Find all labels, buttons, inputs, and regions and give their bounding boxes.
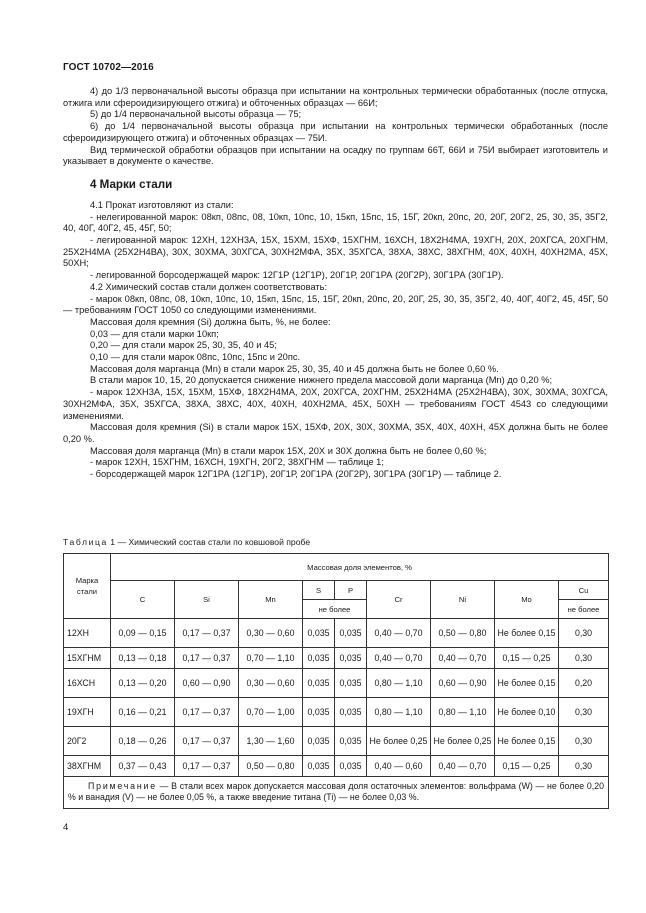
- cell-cr: 0,40 — 0,70: [367, 648, 431, 669]
- cell-mn: 0,30 — 0,60: [239, 619, 303, 648]
- cell-mo: Не более 0,10: [495, 698, 559, 727]
- cell-cu: 0,20: [559, 669, 609, 698]
- table-row: [64, 648, 609, 669]
- cell-grade: 12ХН: [64, 619, 111, 648]
- paragraph: Массовая доля кремния (Si) в стали марок 15Х, 15ХФ, 20Х, 30Х, 30ХМА, 35Х, 40Х, 40ХН, 45Х должна быть не более 0,20 %.: [63, 422, 608, 444]
- paragraph: - нелегированной марок: 08кп, 08пс, 08, 10кп, 10пс, 10, 15кп, 15пс, 15, 15Г, 20кп, 20пс, 20, 20Г, 20Г2, 25, 30, 35, 35Г2, 40, 40Г, 40Г2, 45, 45Г, 50;: [63, 211, 608, 234]
- cell-si: 0,17 — 0,37: [175, 698, 239, 727]
- table-row: [64, 727, 609, 756]
- cell-mo: Не более 0,15: [495, 727, 559, 756]
- page-number: 4: [63, 822, 69, 833]
- table-row: [64, 619, 609, 648]
- cell-mn: 0,70 — 1,00: [239, 698, 303, 727]
- cell-c: 0,18 — 0,26: [111, 727, 175, 756]
- paragraph: В стали марок 10, 15, 20 допускается снижение нижнего предела массовой доли марганца (Mn) до 0,20 %;: [90, 375, 553, 386]
- cell-ni: 0,40 — 0,70: [431, 756, 495, 777]
- cell-c: 0,13 — 0,20: [111, 669, 175, 698]
- header-sp-limit: не более: [303, 600, 367, 619]
- paragraph: - легированной марок: 12ХН, 12ХН3А, 15Х, 15ХМ, 15ХФ, 15ХГНМ, 16ХСН, 18Х2Н4МА, 19ХГН, 20Х, 20ХГСА, 20ХГНМ, 25Х2Н4МА (25Х2Н4ВА), 30Х, 30ХМА, 30ХГСА, 30ХН2МФА, 35Х, 35ХГСА, 38ХА, 38ХС, 38ХГНМ, 40Х, 40ХН, 40ХН2МА, 45Х, 50ХН;: [63, 235, 608, 269]
- cell-cu: 0,30: [559, 756, 609, 777]
- paragraph: Вид термической обработки образцов при испытании на осадку по группам 66Т, 66И и 75И выбирает изготовитель и указывает в документе о качестве.: [63, 144, 608, 167]
- cell-p: 0,035: [335, 756, 367, 777]
- table-note: [64, 777, 609, 809]
- paragraph: Массовая доля марганца (Mn) в стали марок 25, 30, 35, 40 и 45 должна быть не более 0,60 %.: [90, 363, 499, 374]
- table-row: [64, 669, 609, 698]
- cell-mn: 1,30 — 1,60: [239, 727, 303, 756]
- paragraph: 6) до 1/4 первоначальной высоты образца при испытании на контрольных термически обработанных (после сфероидизирующего отжига) и обточенных образцах — 75И.: [63, 121, 608, 143]
- cell-s: 0,035: [303, 756, 335, 777]
- cell-mo: Не более 0,15: [495, 619, 559, 648]
- header-grade: Марка стали: [64, 554, 111, 619]
- paragraph: 5) до 1/4 первоначальной высоты образца — 75;: [90, 109, 302, 120]
- body-text: [63, 86, 608, 481]
- paragraph: Массовая доля марганца (Mn) в стали марок 15Х, 20Х и 30Х должна быть не более 0,60 %;: [90, 445, 487, 456]
- cell-c: 0,37 — 0,43: [111, 756, 175, 777]
- cell-si: 0,17 — 0,37: [175, 648, 239, 669]
- cell-p: 0,035: [335, 698, 367, 727]
- paragraph: 4.2 Химический состав стали должен соответствовать:: [90, 281, 328, 292]
- paragraph: - марок 08кп, 08пс, 08, 10кп, 10пс, 10, 15кп, 15пс, 15, 15Г, 20кп, 20пс, 20, 20Г, 25, 30, 35, 35Г2, 40, 40Г, 40Г2, 45, 45Г, 50 — требованиям ГОСТ 1050 со следующими изменениями.: [63, 293, 608, 316]
- cell-p: 0,035: [335, 619, 367, 648]
- header-cu-limit: не более: [559, 600, 609, 619]
- cell-grade: 16ХСН: [64, 669, 111, 698]
- cell-ni: 0,60 — 0,90: [431, 669, 495, 698]
- cell-c: 0,13 — 0,18: [111, 648, 175, 669]
- header-p: P: [335, 581, 367, 600]
- header-mn: Mn: [239, 581, 303, 619]
- cell-cu: 0,30: [559, 619, 609, 648]
- document-header: ГОСТ 10702—2016: [63, 62, 154, 73]
- cell-p: 0,035: [335, 648, 367, 669]
- paragraph: 4) до 1/3 первоначальной высоты образца при испытании на контрольных термически обработанных (после отпуска, отжига или сфероидизирующего отжига) и обточенных образцах — 66И;: [63, 86, 608, 108]
- cell-cr: 0,80 — 1,10: [367, 669, 431, 698]
- cell-mn: 0,30 — 0,60: [239, 669, 303, 698]
- cell-grade: 38ХГНМ: [64, 756, 111, 777]
- paragraph: 0,20 — для стали марок 25, 30, 35, 40 и 45;: [90, 340, 277, 351]
- cell-ni: 0,40 — 0,70: [431, 648, 495, 669]
- section-title: 4 Марки стали: [90, 177, 173, 191]
- cell-cu: 0,30: [559, 727, 609, 756]
- note-label: Примечание: [88, 781, 157, 791]
- paragraph: 0,10 — для стали марок 08пс, 10пс, 15пс и 20пс.: [90, 352, 301, 363]
- cell-s: 0,035: [303, 619, 335, 648]
- cell-si: 0,60 — 0,90: [175, 669, 239, 698]
- cell-s: 0,035: [303, 669, 335, 698]
- table-caption-text: 1 — Химический состав стали по ковшовой пробе: [107, 537, 311, 547]
- cell-cr: 0,40 — 0,70: [367, 619, 431, 648]
- table-row: [64, 756, 609, 777]
- table-row: [64, 698, 609, 727]
- cell-p: 0,035: [335, 727, 367, 756]
- cell-mo: 0,15 — 0,25: [495, 648, 559, 669]
- header-s: S: [303, 581, 335, 600]
- cell-grade: 19ХГН: [64, 698, 111, 727]
- header-c: C: [111, 581, 175, 619]
- cell-mo: 0,15 — 0,25: [495, 756, 559, 777]
- table-note-row: [64, 777, 609, 809]
- paragraph: - марок 12ХН3А, 15Х, 15ХМ, 15ХФ, 18Х2Н4МА, 20Х, 20ХГСА, 20ХГНМ, 25Х2Н4МА (25Х2Н4ВА), 30Х, 30ХМА, 30ХГСА, 30ХН2МФА, 35Х, 35ХГСА, 38ХА, 38ХС, 40Х, 40ХН, 40ХН2МА, 45Х, 50ХН — требованиям ГОСТ 4543 со следующими изменениями.: [63, 387, 608, 421]
- cell-mn: 0,50 — 0,80: [239, 756, 303, 777]
- paragraph: - борсодержащей марок 12Г1РА (12Г1Р), 20Г1Р, 20Г1РА (20Г2Р), 30Г1РА (30Г1Р) — таблице 2.: [90, 469, 502, 480]
- chemical-composition-table: [63, 553, 609, 809]
- cell-c: 0,09 — 0,15: [111, 619, 175, 648]
- paragraph: - марок 12ХН, 15ХГНМ, 16ХСН, 19ХГН, 20Г2, 38ХГНМ — таблице 1;: [90, 457, 384, 468]
- header-ni: Ni: [431, 581, 495, 619]
- cell-cr: Не более 0,25: [367, 727, 431, 756]
- cell-c: 0,16 — 0,21: [111, 698, 175, 727]
- cell-s: 0,035: [303, 648, 335, 669]
- paragraph: Массовая доля кремния (Si) должна быть, %, не более:: [90, 316, 331, 327]
- header-mo: Mo: [495, 581, 559, 619]
- header-cr: Cr: [367, 581, 431, 619]
- cell-p: 0,035: [335, 669, 367, 698]
- cell-cr: 0,40 — 0,60: [367, 756, 431, 777]
- cell-cu: 0,30: [559, 698, 609, 727]
- header-cu: Cu: [559, 581, 609, 600]
- cell-si: 0,17 — 0,37: [175, 727, 239, 756]
- paragraph: - легированной борсодержащей марок: 12Г1Р (12Г1Р), 20Г1Р, 20Г1РА (20Г2Р), 30Г1РА (30Г1Р).: [90, 270, 504, 281]
- cell-si: 0,17 — 0,37: [175, 619, 239, 648]
- cell-si: 0,17 — 0,37: [175, 756, 239, 777]
- table-caption-label: Таблица: [63, 537, 108, 547]
- paragraph: 4.1 Прокат изготовляют из стали:: [90, 199, 234, 210]
- paragraph: 0,03 — для стали марки 10кп;: [90, 328, 219, 339]
- cell-s: 0,035: [303, 698, 335, 727]
- cell-mn: 0,70 — 1,10: [239, 648, 303, 669]
- cell-grade: 15ХГНМ: [64, 648, 111, 669]
- cell-ni: 0,80 — 1,10: [431, 698, 495, 727]
- table-caption: [63, 537, 608, 548]
- cell-mo: Не более 0,15: [495, 669, 559, 698]
- header-si: Si: [175, 581, 239, 619]
- header-mass-fraction: Массовая доля элементов, %: [111, 554, 609, 581]
- cell-s: 0,035: [303, 727, 335, 756]
- cell-cu: 0,30: [559, 648, 609, 669]
- cell-ni: 0,50 — 0,80: [431, 619, 495, 648]
- cell-cr: 0,80 — 1,10: [367, 698, 431, 727]
- note-text: — В стали всех марок допускается массовая доля остаточных элементов: вольфрама (W) — не более 0,20 % и ванадия (V) — не более 0,05 %, а также введение титана (Ti) — не более 0,03 %.: [68, 781, 605, 803]
- cell-ni: Не более 0,25: [431, 727, 495, 756]
- cell-grade: 20Г2: [64, 727, 111, 756]
